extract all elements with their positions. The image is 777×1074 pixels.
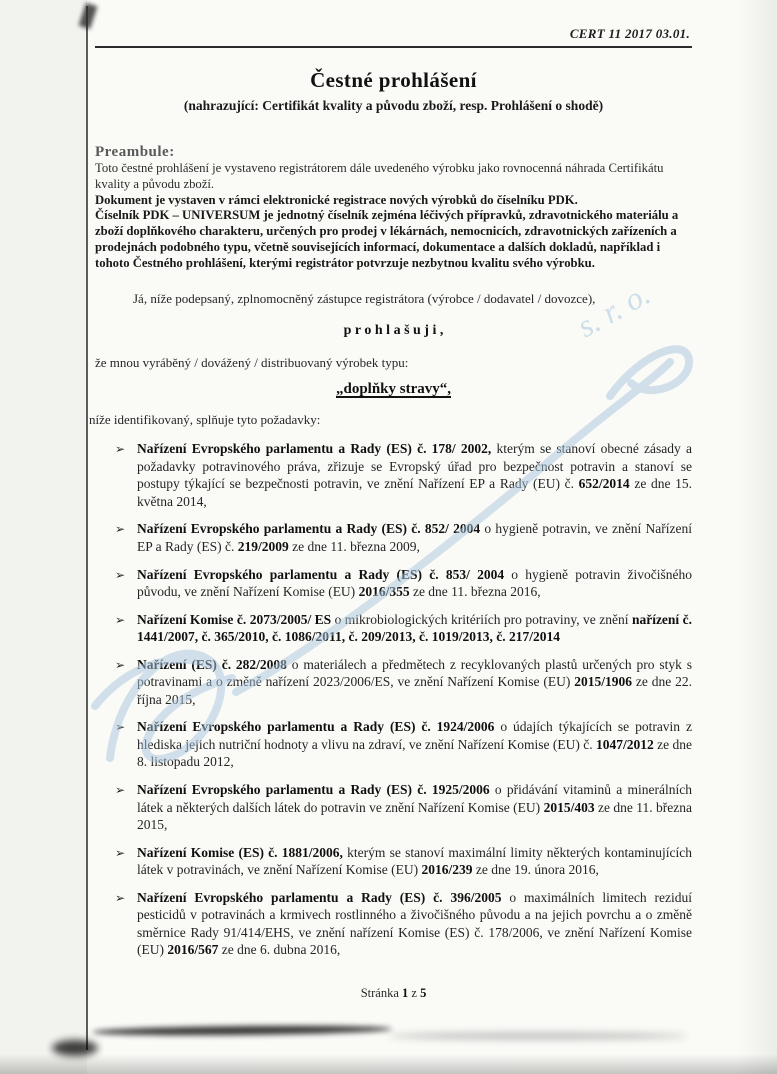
requirements-list [95,440,692,959]
scan-margin-strip [0,0,87,1074]
requirements-intro: níže identifikovaný, splňuje tyto požadavky: [89,412,321,428]
requirement-item [95,611,692,646]
list-arrow-icon: ➢ [115,845,126,860]
preamble-heading: Preambule: [95,144,175,160]
preamble-paragraph: Číselník PDK – UNIVERSUM je jednotný číselník zejména léčivých přípravků, zdravotnického materiálu a zboží doplňkového charakteru, určených pro prodej v lékárnách, nemocnicích, zdravotnických zařízeních a prodejnách podobného typu, včetně souvisejících informací, dokumentace a dalších dokladů, například i tohoto Čestného prohlášení, kterými registrátor potvrzuje nezbytnou kvalitu svého výrobku. [95,208,679,270]
product-type-line: že mnou vyráběný / dovážený / distribuovaný výrobek typu: [95,355,409,371]
page-number: Stránka 1 z 5 [360,986,427,1000]
requirement-item [95,566,692,601]
requirement-text: Nařízení (ES) č. 282/2008 o materiálech a předmětech z recyklovaných plastů určených pro styk s potravinami a o změně nařízení 2023/2006/ES, ve znění Nařízení Komise (EU) 2015/1906 ze dne 22. října 2015, [137,656,692,707]
requirement-item [95,520,692,555]
requirement-item [95,718,692,771]
header-divider [95,46,692,48]
requirement-item [95,889,692,959]
requirement-text: Nařízení Evropského parlamentu a Rady (ES) č. 178/ 2002, kterým se stanoví obecné zásady a požadavky potravinového práva, zřizuje se Evropský úřad pro bezpečnost potravin a stanoví se postupy týkající se bezpečnosti potravin, ve znění Nařízení EP a Rady (EU) č. 652/2014 ze dne 15. května 2014, [137,441,693,509]
requirement-text: Nařízení Komise (ES) č. 1881/2006, kterým se stanoví maximální limity některých kontaminujících látek v potravinách, ve znění Nařízení Komise (EU) 2016/239 ze dne 19. února 2016, [137,844,692,878]
scan-smudge-right [388,1033,688,1039]
preamble-paragraph: Toto čestné prohlášení je vystaveno registrátorem dále uvedeného výrobku jako rovnocenná náhrada Certifikátu kvality a původu zboží. [95,161,664,191]
requirement-item [95,781,692,834]
requirement-text: Nařízení Evropského parlamentu a Rady (ES) č. 852/ 2004 o hygieně potravin, ve znění Nařízení EP a Rady (ES) č. 219/2009 ze dne 11. března 2009, [137,521,692,554]
declaration-intro: Já, níže podepsaný, zplnomocněný zástupce registrátora (výrobce / dodavatel / dovozce), [133,291,596,307]
product-type: „doplňky stravy“, [335,381,452,398]
scan-edge-left [86,6,88,1050]
scan-smudge-left [92,1024,392,1036]
requirement-item [95,844,692,879]
list-arrow-icon: ➢ [115,612,126,627]
doc-code: CERT 11 2017 03.01. [569,26,690,41]
list-arrow-icon: ➢ [115,522,126,537]
list-arrow-icon: ➢ [115,442,126,457]
list-arrow-icon: ➢ [115,567,126,582]
scan-edge-right [737,0,777,1074]
list-arrow-icon: ➢ [115,657,126,672]
requirement-text: Nařízení Evropského parlamentu a Rady (ES) č. 1924/2006 o údajích týkajících se potravin z hlediska jejich nutriční hodnoty a vlivu na zdraví, ve znění Nařízení Komise (EU) č. 1047/2012 ze dne 8. listopadu 2012, [137,719,692,770]
requirement-text: Nařízení Evropského parlamentu a Rady (ES) č. 853/ 2004 o hygieně potravin živočišného původu, ve znění Nařízení Komise (EU) 2016/355 ze dne 11. března 2016, [137,566,692,600]
requirement-text: Nařízení Evropského parlamentu a Rady (ES) č. 396/2005 o maximálních limitech reziduí pesticidů v potravinách a krmivech rostlinného a živočišného původu a na jejich povrchu a o změně směrnice Rady 91/414/EHS, ve znění nařízení Komise (ES) č. 178/2006, ve znění Nařízení Komise (EU) 2016/567 ze dne 6. dubna 2016, [137,889,693,958]
list-arrow-icon: ➢ [115,783,126,797]
watermark-text: s. r. o. [570,275,657,345]
preamble-paragraph: Dokument je vystaven v rámci elektronické registrace nových výrobků do číselníku PDK. [95,192,578,207]
document-content [89,26,693,969]
scan-edge-bottom [0,1054,777,1074]
document-title: Čestné prohlášení [310,68,477,92]
requirement-text: Nařízení Komise č. 2073/2005/ ES o mikrobiologických kritériích pro potraviny, ve znění nařízení č. 1441/2007, č. 365/2010, č. 1086/2011, č. 209/2013, č. 1019/2013, č. 217/2014 [137,611,692,645]
list-arrow-icon: ➢ [115,890,126,905]
requirement-item [95,440,692,510]
page-footer [95,986,692,1001]
document-subtitle: (nahrazující: Certifikát kvality a původu zboží, resp. Prohlášení o shodě) [183,98,604,113]
list-arrow-icon: ➢ [115,720,126,735]
requirement-text: Nařízení Evropského parlamentu a Rady (ES) č. 1925/2006 o přidávání vitaminů a minerálních látek a některých dalších látek do potravin ve znění Nařízení Komise (EU) 2015/403 ze dne 11. března 2015, [137,782,692,833]
requirement-item [95,656,692,709]
preamble-paragraphs [95,161,692,271]
declaration-verb: p r o h l a š u j i , [343,323,444,339]
